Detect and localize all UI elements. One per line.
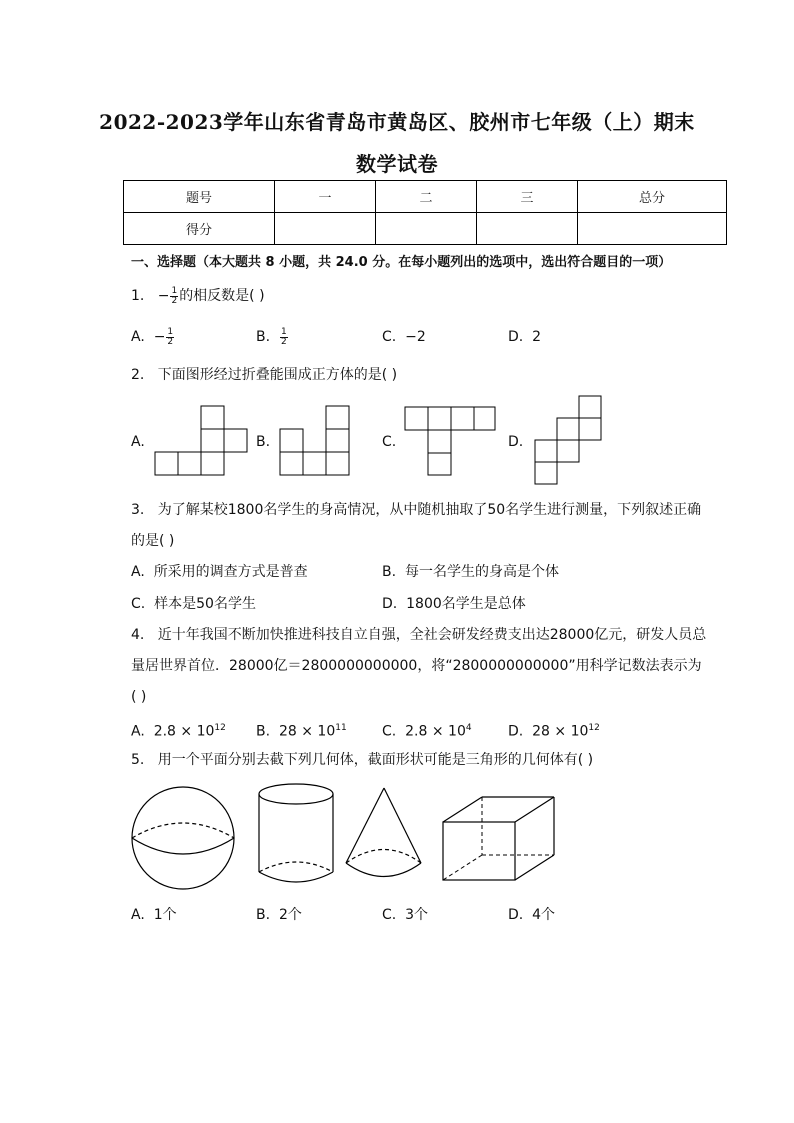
- q2-option-a-label[interactable]: A.: [131, 434, 145, 450]
- option-label: C.: [382, 723, 397, 740]
- option-text: 样本是50名学生: [154, 596, 256, 612]
- option-text: 2: [532, 329, 542, 345]
- option-label: A.: [131, 907, 145, 923]
- section-heading: 一、选择题（本大题共 8 小题，共 24.0 分。在每小题列出的选项中，选出符合题目的一项）: [131, 255, 672, 270]
- header-cell: 二: [376, 181, 477, 213]
- q5-option-a[interactable]: [131, 905, 177, 925]
- fraction-numerator: 1: [171, 285, 178, 296]
- option-exponent: 4: [465, 723, 472, 733]
- option-text: 所采用的调查方式是普查: [153, 564, 308, 580]
- option-label: D.: [508, 329, 524, 345]
- question-stem: 为了解某校1800名学生的身高情况，从中随机抽取了50名学生进行测量，下列叙述正确: [157, 502, 702, 518]
- header-cell: 一: [275, 181, 376, 213]
- question-stem: 的相反数是( ): [179, 288, 265, 304]
- q5-option-d[interactable]: [508, 905, 555, 925]
- option-text: −2: [405, 329, 426, 345]
- option-base: 2.8 × 10: [153, 723, 215, 740]
- option-label: B.: [256, 329, 271, 345]
- option-label: D.: [508, 723, 524, 740]
- question-number: 4.: [131, 627, 145, 643]
- option-exponent: 12: [588, 723, 600, 733]
- option-text: 每一名学生的身高是个体: [404, 564, 559, 580]
- question-3-line2: 的是( ): [131, 533, 175, 549]
- question-stem: 用一个平面分别去截下列几何体，截面形状可能是三角形的几何体有( ): [157, 752, 594, 768]
- option-label: C.: [382, 329, 397, 345]
- option-base: 28 × 10: [532, 723, 589, 740]
- q2-option-d-label[interactable]: D.: [508, 434, 524, 450]
- option-label: B.: [256, 907, 271, 923]
- option-text: 2个: [278, 907, 302, 923]
- fraction-denominator: 2: [280, 336, 287, 347]
- fraction-numerator: 1: [280, 326, 287, 337]
- q2-option-b-label[interactable]: B.: [256, 434, 271, 450]
- header-cell: 题号: [124, 181, 275, 213]
- option-label: B.: [382, 564, 397, 580]
- option-label: A.: [131, 329, 145, 345]
- fraction-denominator: 2: [167, 336, 174, 347]
- fraction-numerator: 1: [167, 326, 174, 337]
- option-text: 1800名学生是总体: [406, 596, 526, 612]
- question-stem: 下面图形经过折叠能围成正方体的是( ): [157, 367, 398, 383]
- page-title-line2: 数学试卷: [356, 152, 438, 176]
- option-label: D.: [508, 907, 524, 923]
- minus-sign: −: [157, 288, 170, 304]
- question-4-line3: ( ): [131, 689, 147, 705]
- question-4-line2: 量居世界首位．28000亿＝2800000000000，将“2800000000000”用科学记数法表示为: [131, 658, 702, 674]
- question-number: 1.: [131, 288, 145, 304]
- fraction-denominator: 2: [171, 295, 178, 306]
- option-exponent: 12: [214, 723, 226, 733]
- question-stem: 近十年我国不断加快推进科技自立自强，全社会研发经费支出达28000亿元，研发人员总: [157, 627, 707, 643]
- question-number: 3.: [131, 502, 145, 518]
- option-label: B.: [256, 723, 271, 740]
- option-base: 28 × 10: [278, 723, 336, 740]
- q5-option-b[interactable]: [256, 905, 302, 925]
- question-number: 5.: [131, 752, 145, 768]
- option-label: A.: [131, 723, 145, 740]
- option-label: C.: [131, 596, 146, 612]
- minus-sign: −: [153, 329, 166, 345]
- option-text: 3个: [405, 907, 429, 923]
- score-row-label: 得分: [124, 213, 275, 245]
- option-base: 2.8 × 10: [405, 723, 466, 740]
- q5-option-c[interactable]: [382, 905, 428, 925]
- option-label: A.: [131, 564, 145, 580]
- question-number: 2.: [131, 367, 145, 383]
- option-label: C.: [382, 907, 397, 923]
- header-cell: 总分: [578, 181, 727, 213]
- option-label: D.: [382, 596, 398, 612]
- q2-option-c-label[interactable]: C.: [382, 434, 397, 450]
- option-exponent: 11: [335, 723, 347, 733]
- option-text: 1个: [153, 907, 177, 923]
- option-text: 4个: [532, 907, 556, 923]
- page-title-line1: 2022-2023学年山东省青岛市黄岛区、胶州市七年级（上）期末: [99, 110, 695, 134]
- header-cell: 三: [477, 181, 578, 213]
